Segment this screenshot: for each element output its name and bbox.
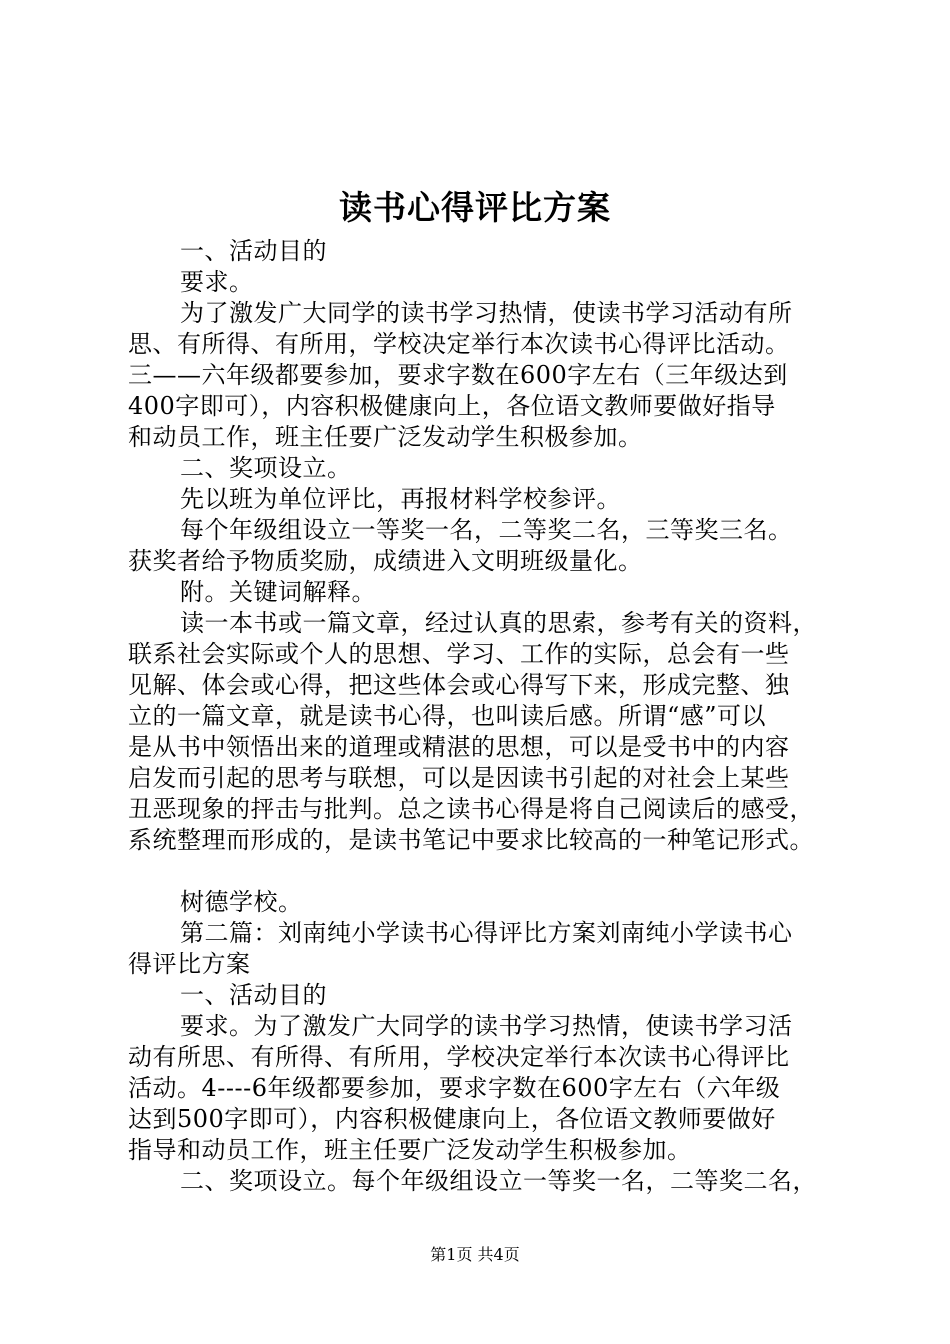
section-heading: 二、奖项设立。每个年级组设立一等奖一名，二等奖二名， [180,1167,817,1195]
signature-line: 树德学校。 [180,888,303,916]
section-heading: 一、活动目的 [180,237,327,265]
paragraph-line: 是从书中领悟出来的道理或精湛的思想，可以是受书中的内容 [128,733,790,761]
paragraph-line: 见解、体会或心得，把这些体会或心得写下来，形成完整、独 [128,671,790,699]
paragraph-line: 丑恶现象的抨击与批判。总之读书心得是将自己阅读后的感受， [128,795,814,823]
section-heading: 附。关键词解释。 [180,578,376,606]
paragraph-line: 联系社会实际或个人的思想、学习、工作的实际，总会有一些 [128,640,790,668]
paragraph-line: 立的一篇文章，就是读书心得，也叫读后感。所谓“感”可以 [128,702,767,730]
paragraph-line: 达到500字即可），内容积极健康向上，各位语文教师要做好 [128,1105,776,1133]
section-heading: 第二篇：刘南纯小学读书心得评比方案刘南纯小学读书心 [180,919,793,947]
paragraph-line: 获奖者给予物质奖励，成绩进入文明班级量化。 [128,547,643,575]
paragraph-line: 三——六年级都要参加，要求字数在600字左右（三年级达到 [128,361,788,389]
section-heading: 一、活动目的 [180,981,327,1009]
paragraph-line: 先以班为单位评比，再报材料学校参评。 [180,485,621,513]
paragraph-line: 思、有所得、有所用，学校决定举行本次读书心得评比活动。 [128,330,790,358]
paragraph-line: 系统整理而形成的，是读书笔记中要求比较高的一种笔记形式。 [128,826,814,854]
page-number: 第1页 共4页 [430,1245,520,1264]
paragraph-line: 400字即可），内容积极健康向上，各位语文教师要做好指导 [128,392,776,420]
paragraph-line: 得评比方案 [128,950,251,978]
paragraph-line: 和动员工作，班主任要广泛发动学生积极参加。 [128,423,643,451]
paragraph-line: 启发而引起的思考与联想，可以是因读书引起的对社会上某些 [128,764,790,792]
paragraph-line: 读一本书或一篇文章，经过认真的思索，参考有关的资料， [180,609,817,637]
section-heading: 二、奖项设立。 [180,454,352,482]
paragraph-line: 为了激发广大同学的读书学习热情，使读书学习活动有所 [180,299,793,327]
blank-line [128,856,832,887]
paragraph-line: 每个年级组设立一等奖一名，二等奖二名，三等奖三名。 [180,516,793,544]
paragraph-line: 要求。 [180,268,254,296]
paragraph-line: 要求。为了激发广大同学的读书学习热情，使读书学习活 [180,1012,793,1040]
document-title: 读书心得评比方案 [339,188,611,227]
document-body [128,236,832,1197]
paragraph-line: 动有所思、有所得、有所用，学校决定举行本次读书心得评比 [128,1043,790,1071]
paragraph-line: 活动。4----6年级都要参加，要求字数在600字左右（六年级 [128,1074,781,1102]
paragraph-line: 指导和动员工作，班主任要广泛发动学生积极参加。 [128,1136,692,1164]
